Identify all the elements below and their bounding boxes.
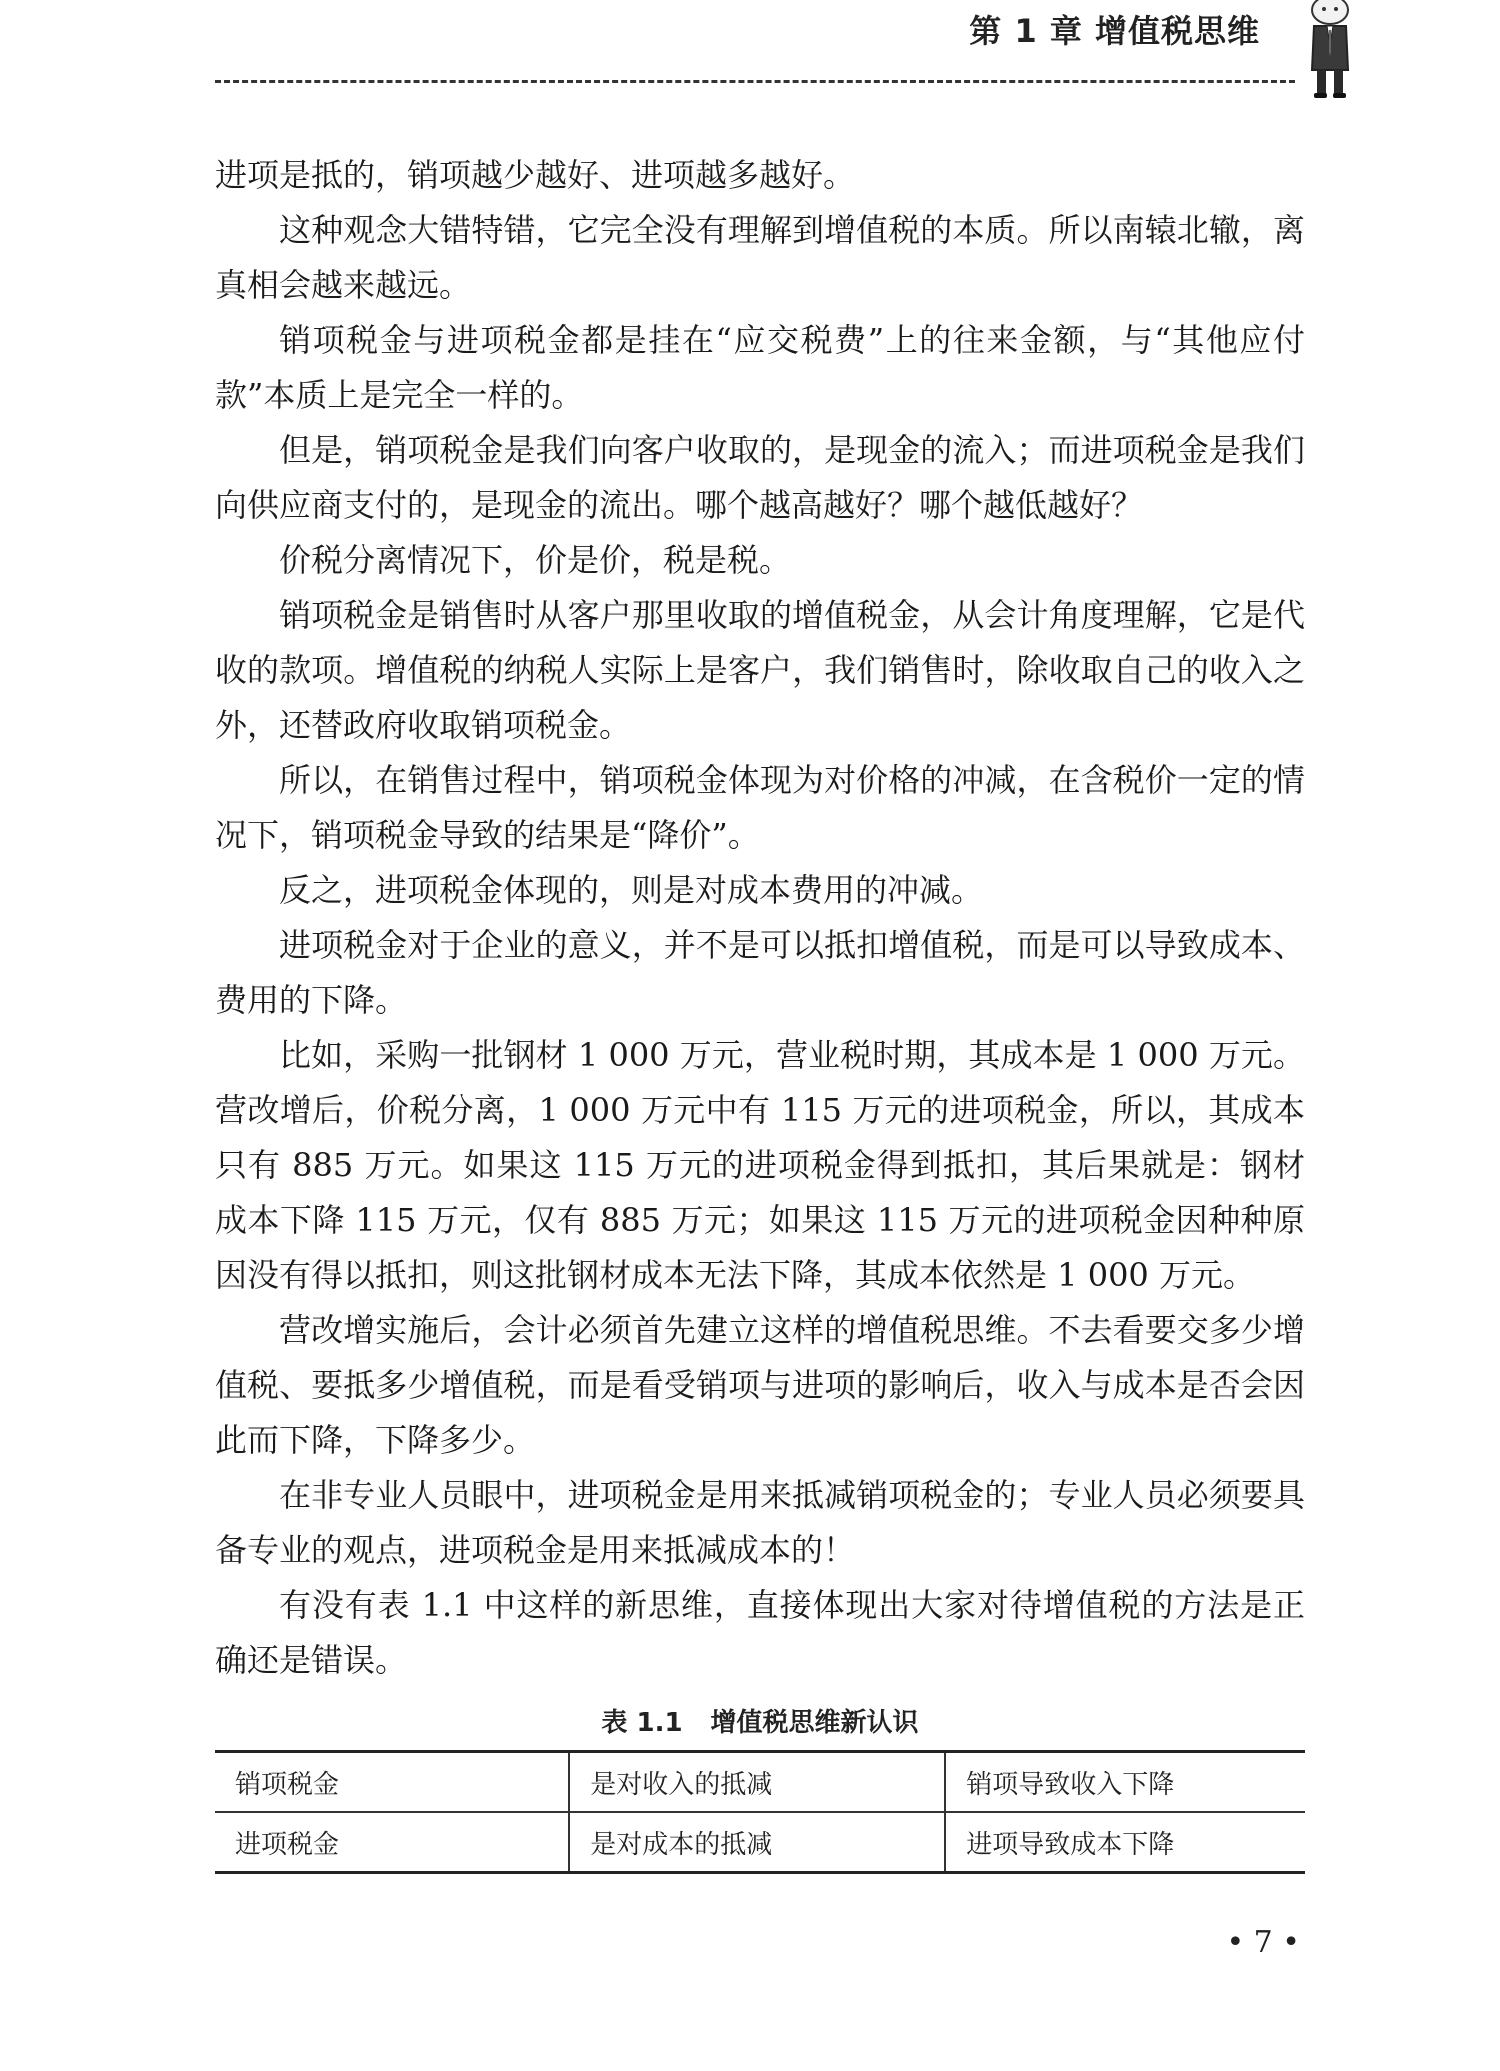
table-cell: 销项税金 [215, 1752, 569, 1813]
paragraph: 但是，销项税金是我们向客户收取的，是现金的流入；而进项税金是我们向供应商支付的，是现金的流出。哪个越高越好？哪个越低越好？ [215, 431, 1305, 524]
table-row [215, 1752, 1305, 1813]
paragraph: 这种观念大错特错，它完全没有理解到增值税的本质。所以南辕北辙，离真相会越来越远。 [215, 211, 1305, 304]
page-number: • 7 • [1226, 1925, 1300, 1960]
table-cell: 是对成本的抵减 [569, 1812, 945, 1873]
body-text [215, 148, 1305, 1688]
paragraph: 所以，在销售过程中，销项税金体现为对价格的冲减，在含税价一定的情况下，销项税金导致的结果是“降价”。 [215, 761, 1305, 854]
paragraph: 比如，采购一批钢材 1 000 万元，营业税时期，其成本是 1 000 万元。营改增后，价税分离，1 000 万元中有 115 万元的进项税金，所以，其成本只有 885 万元。如果这 115 万元的进项税金得到抵扣，其后果就是：钢材成本下降 115 万元，仅有 885 万元；如果这 115 万元的进项税金因种种原因没有得以抵扣，则这批钢材成本无法下降，其成本依然是 1 000 万元。 [215, 1036, 1305, 1294]
table-cell: 进项税金 [215, 1812, 569, 1873]
header-dashed-rule [215, 80, 1295, 83]
chapter-title: 第 1 章 增值税思维 [969, 12, 1260, 50]
paragraph: 有没有表 1.1 中这样的新思维，直接体现出大家对待增值税的方法是正确还是错误。 [215, 1586, 1305, 1679]
vat-concept-table [215, 1750, 1305, 1874]
paragraph: 反之，进项税金体现的，则是对成本费用的冲减。 [279, 871, 984, 909]
table-caption-text: 增值税思维新认识 [710, 1708, 919, 1738]
table-row [215, 1812, 1305, 1873]
paragraph: 销项税金是销售时从客户那里收取的增值税金，从会计角度理解，它是代收的款项。增值税的纳税人实际上是客户，我们销售时，除收取自己的收入之外，还替政府收取销项税金。 [215, 596, 1305, 744]
table-caption [215, 1702, 1305, 1739]
paragraph: 价税分离情况下，价是价，税是税。 [279, 541, 792, 579]
paragraph: 营改增实施后，会计必须首先建立这样的增值税思维。不去看要交多少增值税、要抵多少增值税，而是看受销项与进项的影响后，收入与成本是否会因此而下降，下降多少。 [215, 1311, 1305, 1459]
table-cell: 销项导致收入下降 [945, 1752, 1305, 1813]
paragraph: 在非专业人员眼中，进项税金是用来抵减销项税金的；专业人员必须要具备专业的观点，进项税金是用来抵减成本的！ [215, 1476, 1305, 1569]
table-number: 表 1.1 [601, 1708, 683, 1738]
table-cell: 进项导致成本下降 [945, 1812, 1305, 1873]
table-cell: 是对收入的抵减 [569, 1752, 945, 1813]
paragraph: 进项是抵的，销项越少越好、进项越多越好。 [215, 156, 856, 194]
paragraph: 进项税金对于企业的意义，并不是可以抵扣增值税，而是可以导致成本、费用的下降。 [215, 926, 1305, 1019]
mascot-illustration-icon [1300, 0, 1360, 100]
page-header [0, 0, 1500, 100]
paragraph: 销项税金与进项税金都是挂在“应交税费”上的往来金额，与“其他应付款”本质上是完全一样的。 [215, 321, 1305, 414]
